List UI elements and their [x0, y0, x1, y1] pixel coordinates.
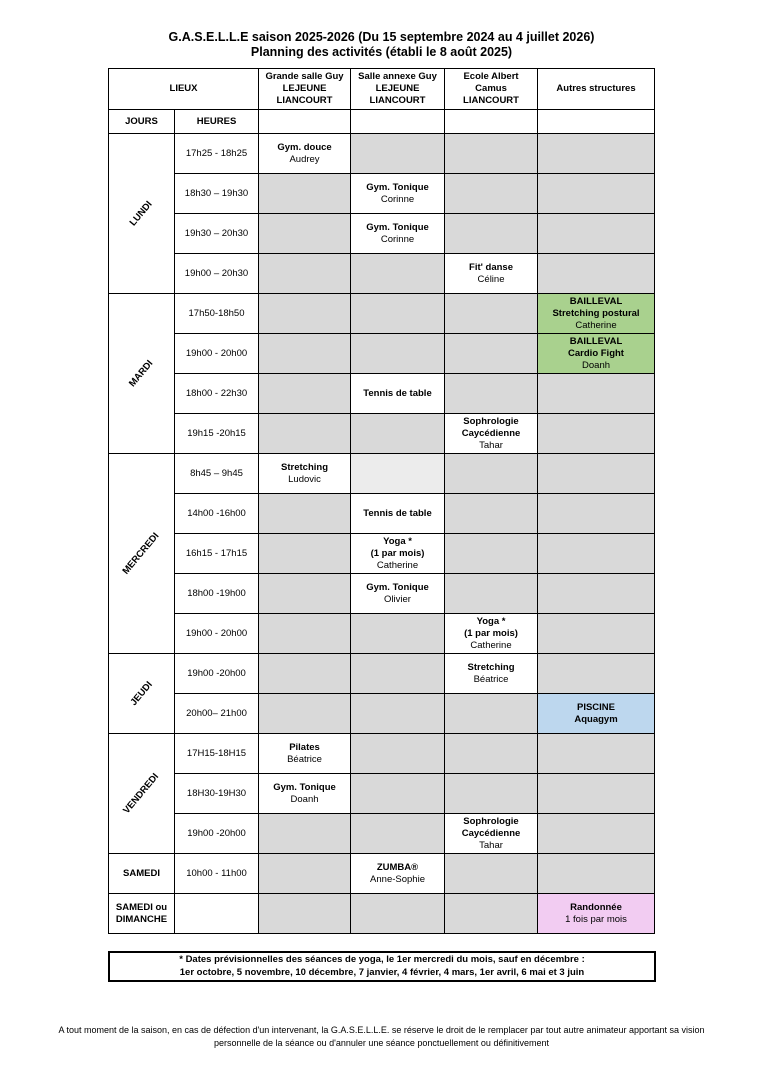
note-line-1: * Dates prévisionnelles des séances de yoga, le 1er mercredi du mois, sauf en décembre :: [179, 954, 585, 965]
page-subtitle: Planning des activités (établi le 8 août 2025): [250, 45, 513, 59]
activity-cell: Tennis de table: [351, 374, 445, 414]
table-row: [109, 774, 655, 814]
day-mercredi: MERCREDI: [109, 454, 175, 654]
table-row: [109, 174, 655, 214]
activity-cell: Pilates Béatrice: [259, 734, 351, 774]
activity-cell: BAILLEVAL Cardio Fight Doanh: [538, 334, 655, 374]
activity-cell: Gym. Tonique Corinne: [351, 174, 445, 214]
activity-cell: Gym. douce Audrey: [259, 134, 351, 174]
table-row: [109, 254, 655, 294]
time-cell: 19h00 - 20h00: [175, 334, 259, 374]
activity-cell: PISCINE Aquagym: [538, 694, 655, 734]
activity-cell: Sophrologie Caycédienne Tahar: [445, 414, 538, 454]
table-row: [109, 494, 655, 534]
table-row: [109, 614, 655, 654]
activity-cell: Tennis de table: [351, 494, 445, 534]
time-cell: 19h00 - 20h00: [175, 614, 259, 654]
activity-cell: Gym. Tonique Olivier: [351, 574, 445, 614]
yoga-dates-note: [108, 951, 656, 982]
activity-cell: Stretching Ludovic: [259, 454, 351, 494]
time-cell: 20h00– 21h00: [175, 694, 259, 734]
time-cell: 8h45 – 9h45: [175, 454, 259, 494]
activity-cell: Gym. Tonique Corinne: [351, 214, 445, 254]
page-title: G.A.S.E.L.L.E saison 2025-2026 (Du 15 septembre 2024 au 4 juillet 2026): [168, 30, 595, 44]
jours-header: JOURS: [109, 110, 175, 134]
time-cell: 14h00 -16h00: [175, 494, 259, 534]
table-row: [109, 854, 655, 894]
lieux-header: LIEUX: [109, 69, 259, 110]
schedule-table: [108, 68, 655, 934]
table-row: [109, 414, 655, 454]
day-samedi: SAMEDI: [109, 854, 175, 894]
subheader-row: [109, 110, 655, 134]
activity-cell: Yoga * (1 par mois) Catherine: [445, 614, 538, 654]
activity-cell: Sophrologie Caycédienne Tahar: [445, 814, 538, 854]
time-cell: 18h30 – 19h30: [175, 174, 259, 214]
time-cell: 16h15 - 17h15: [175, 534, 259, 574]
day-vendredi: VENDREDI: [109, 734, 175, 854]
time-cell: 17h50-18h50: [175, 294, 259, 334]
table-row: [109, 454, 655, 494]
table-row: [109, 214, 655, 254]
table-row: [109, 694, 655, 734]
time-cell: 19h00 -20h00: [175, 814, 259, 854]
time-cell: 18H30-19H30: [175, 774, 259, 814]
day-mardi: MARDI: [109, 294, 175, 454]
venue-header-1: Grande salle Guy LEJEUNE LIANCOURT: [259, 69, 351, 110]
footer-line-1: A tout moment de la saison, en cas de défection d'un intervenant, la G.A.S.E.L.L.E. se réserve le droit de le remplacer par tout autre animateur apportant sa vision: [58, 1025, 705, 1035]
time-cell: 19h30 – 20h30: [175, 214, 259, 254]
table-row: [109, 134, 655, 174]
day-samedi-dimanche: SAMEDI ou DIMANCHE: [109, 894, 175, 934]
footer-line-2: personnelle de la séance ou d'annuler une séance ponctuellement ou définitivement: [214, 1038, 549, 1048]
table-row: [109, 374, 655, 414]
activity-cell: Randonnée 1 fois par mois: [538, 894, 655, 934]
time-cell: 18h00 -19h00: [175, 574, 259, 614]
table-row: [109, 814, 655, 854]
header-row: [109, 69, 655, 110]
table-row: [109, 654, 655, 694]
table-row: [109, 894, 655, 934]
note-line-2: 1er octobre, 5 novembre, 10 décembre, 7 janvier, 4 février, 4 mars, 1er avril, 6 mai et 3 juin: [179, 967, 585, 978]
table-row: [109, 574, 655, 614]
time-cell: 19h15 -20h15: [175, 414, 259, 454]
activity-cell: BAILLEVAL Stretching postural Catherine: [538, 294, 655, 334]
venue-header-4: Autres structures: [538, 69, 655, 110]
day-lundi: LUNDI: [109, 134, 175, 294]
activity-cell: Stretching Béatrice: [445, 654, 538, 694]
activity-cell: ZUMBA® Anne-Sophie: [351, 854, 445, 894]
table-row: [109, 294, 655, 334]
activity-cell: Yoga * (1 par mois) Catherine: [351, 534, 445, 574]
heures-header: HEURES: [175, 110, 259, 134]
table-row: [109, 334, 655, 374]
time-cell: 10h00 - 11h00: [175, 854, 259, 894]
time-cell: 17h25 - 18h25: [175, 134, 259, 174]
day-jeudi: JEUDI: [109, 654, 175, 734]
time-cell: 18h00 - 22h30: [175, 374, 259, 414]
time-cell: 17H15-18H15: [175, 734, 259, 774]
table-row: [109, 734, 655, 774]
venue-header-3: Ecole Albert Camus LIANCOURT: [445, 69, 538, 110]
venue-header-2: Salle annexe Guy LEJEUNE LIANCOURT: [351, 69, 445, 110]
time-cell: [175, 894, 259, 934]
activity-cell: Gym. Tonique Doanh: [259, 774, 351, 814]
table-row: [109, 534, 655, 574]
time-cell: 19h00 -20h00: [175, 654, 259, 694]
time-cell: 19h00 – 20h30: [175, 254, 259, 294]
activity-cell: Fit' danse Céline: [445, 254, 538, 294]
